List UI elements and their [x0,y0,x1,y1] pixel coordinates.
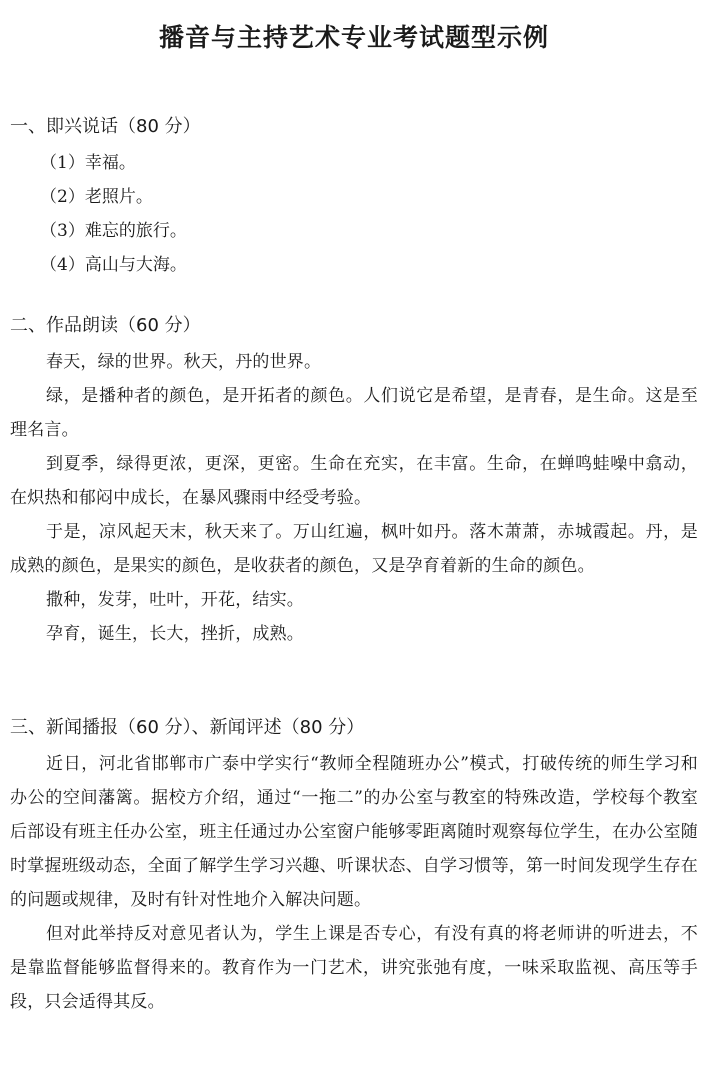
topic-item: （1）幸福。 [40,153,136,173]
section-news [10,711,698,1019]
reading-paragraph: 于是，凉风起天末，秋天来了。万山红遍，枫叶如丹。落木萧萧，赤城霞起。丹，是成熟的颜色，是果实的颜色，是收获者的颜色，又是孕育着新的生命的颜色。 [10,522,698,576]
section-heading: 二、作品朗读（60 分） [10,315,201,336]
topic-item: （3）难忘的旅行。 [40,221,187,241]
reading-paragraph: 撒种，发芽，吐叶，开花，结实。 [46,590,304,610]
reading-paragraph: 春天，绿的世界。秋天，丹的世界。 [46,352,322,372]
section-heading: 三、新闻播报（60 分）、新闻评述（80 分） [10,717,365,738]
news-paragraph: 但对此举持反对意见者认为，学生上课是否专心，有没有真的将老师讲的听进去，不是靠监督能够监督得来的。教育作为一门艺术，讲究张弛有度，一味采取监视、高压等手段，只会适得其反。 [10,924,698,1012]
topic-item: （2）老照片。 [40,187,153,207]
reading-paragraph: 到夏季，绿得更浓，更深，更密。生命在充实，在丰富。生命，在蝉鸣蛙噪中翕动，在炽热和郁闷中成长，在暴风骤雨中经受考验。 [10,454,698,508]
topic-item: （4）高山与大海。 [40,255,187,275]
news-paragraph: 近日，河北省邯郸市广泰中学实行“教师全程随班办公”模式，打破传统的师生学习和办公的空间藩篱。据校方介绍，通过“一拖二”的办公室与教室的特殊改造，学校每个教室后部设有班主任办公室，班主任通过办公室窗户能够零距离随时观察每位学生，在办公室随时掌握班级动态，全面了解学生学习兴趣、听课状态、自学习惯等，第一时间发现学生存在的问题或规律，及时有针对性地介入解决问题。 [10,754,698,910]
section-heading: 一、即兴说话（80 分） [10,116,201,137]
reading-paragraph: 孕育，诞生，长大，挫折，成熟。 [46,624,304,644]
reading-paragraph: 绿，是播种者的颜色，是开拓者的颜色。人们说它是希望，是青春，是生命。这是至理名言。 [10,386,698,440]
section-work-reading [10,309,698,651]
page-title: 播音与主持艺术专业考试题型示例 [158,23,549,52]
section-impromptu-speech [10,110,698,282]
